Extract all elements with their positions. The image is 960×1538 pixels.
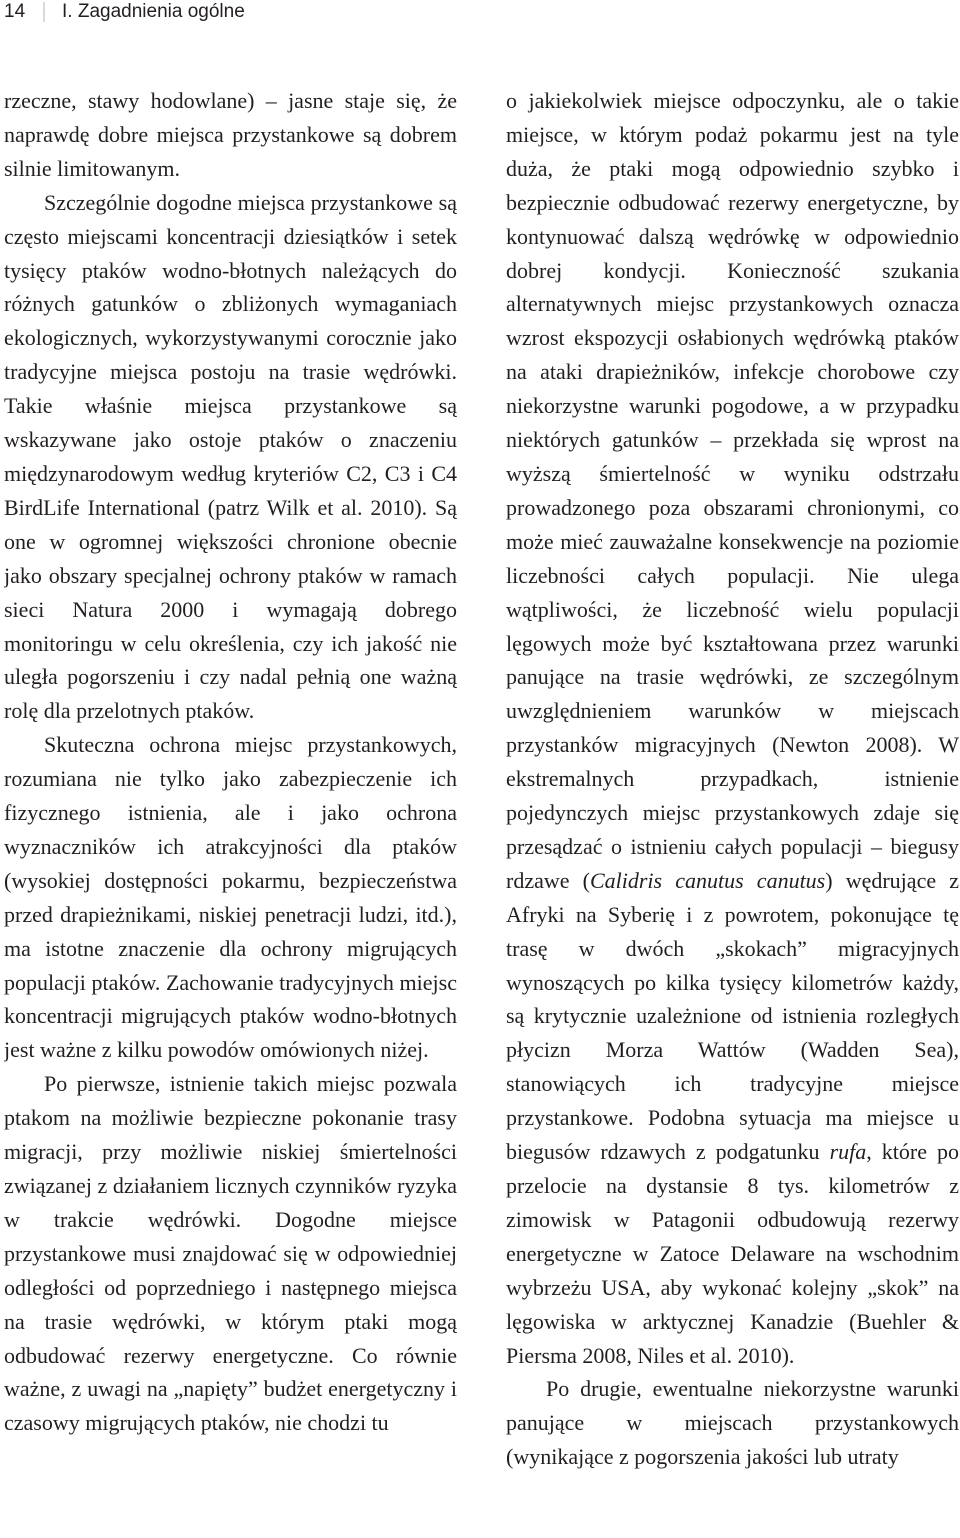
paragraph-continued: rzeczne, stawy hodowlane) – jasne staje się, że naprawdę dobre miejsca przystankowe są dobrem silnie limitowanym. [4,88,457,181]
header-divider [43,2,45,22]
paragraph: Szczególnie dogodne miejsca przystankowe są często miejscami koncentracji dziesiątków i setek tysięcy ptaków wodno-błotnych należących do różnych gatunków o zbliżonych wymaganiach ekologicznych, wykorzystywanymi corocznie jako tradycyjne miejsca postoju na trasie wędrówki. Takie właśnie miejsca przystankowe są wskazywane jako ostoje ptaków o znaczeniu międzynarodowym według kryteriów C2, C3 i C4 BirdLife International (patrz Wilk et al. 2010). Są one w ogromnej większości chronione obecnie jako obszary specjalnej ochrony ptaków w ramach sieci Natura 2000 i wymagają dobrego monitoringu w celu określenia, czy ich jakość nie uległa pogorszeniu i czy nadal pełnią one ważną rolę dla przelotnych ptaków. [4,189,457,724]
subspecies-name-italic: rufa [829,1139,867,1165]
running-title: I. Zagadnienia ogólne [62,1,245,22]
paragraph: Po drugie, ewentualne niekorzystne warunki panujące w miejscach przystankowych (wynikające z pogorszenia jakości lub utraty [506,1376,959,1470]
right-column [506,84,959,1534]
text-run: , które po przelocie na dystansie 8 tys. kilometrów z zimowisk w Patagonii odbudowują rezerwy energetyczne w Zatoce Delaware na wschodnim wybrzeżu USA, aby wykonać kolejny „skok” na lęgowiska w arktycznej Kanadzie (Buehler & Piersma 2008, Niles et al. 2010). [506,1139,959,1368]
page-number: 14 [4,1,26,22]
left-column [4,84,457,1534]
paragraph: Po pierwsze, istnienie takich miejsc pozwala ptakom na możliwie bezpieczne pokonanie trasy migracji, przy możliwie niskiej śmiertelności związanej z działaniem licznych czynników ryzyka w trakcie wędrówki. Dogodne miejsce przystankowe musi znajdować się w odpowiedniej odległości od poprzedniego i następnego miejsca na trasie wędrówki, w którym ptaki mogą odbudować rezerwy energetyczne. Co równie ważne, z uwagi na „napięty” budżet energetyczny i czasowy migrujących ptaków, nie chodzi tu [4,1071,457,1436]
text-run: ) wędrujące z Afryki na Syberię i z powrotem, pokonujące tę trasę w dwóch „skokach” migracyjnych wynoszących po kilka tysięcy kilometrów każdy, są krytycznie uzależnione od istnienia rozległych płycizn Morza Wattów (Wadden Sea), stanowiących ich tradycyjne miejsce przystankowe. Podobna sytuacja ma miejsce u biegusów rdzawych z podgatunku [506,867,959,1165]
paragraph-continued [506,84,959,1372]
page-header [0,0,960,30]
text-run: o jakiekolwiek miejsce odpoczynku, ale o takie miejsce, w którym podaż pokarmu jest na tyle duża, że ptaki mogą odpowiednio szybko i bezpiecznie odbudować rezerwy energetyczne, by kontynuować dalszą wędrówkę w odpowiednio dobrej kondycji. Konieczność szukania alternatywnych miejsc przystankowych oznacza wzrost ekspozycji osłabionych wędrówką ptaków na ataki drapieżników, infekcje chorobowe czy niekorzystne warunki pogodowe, a w przypadku niektórych gatunków – przekłada się wprost na wyższą śmiertelność w wyniku odstrzału prowadzonego poza obszarami chronionymi, co może mieć zauważalne konsekwencje na poziomie liczebności całych populacji. Nie ulega wątpliwości, że liczebność wielu populacji lęgowych może być kształtowana przez warunki panujące na trasie wędrówki, ze szczególnym uwzględnieniem warunków w miejscach przystanków migracyjnych (Newton 2008). W ekstremalnych przypadkach, istnienie pojedynczych miejsc przystankowych zdaje się przesądzać o istnieniu całych populacji – biegusy rdzawe ( [506,88,959,893]
paragraph: Skuteczna ochrona miejsc przystankowych, rozumiana nie tylko jako zabezpieczenie ich fizycznego istnienia, ale i jako ochrona wyznaczników ich atrakcyjności dla ptaków (wysokiej dostępności pokarmu, bezpieczeństwa przed drapieżnikami, niskiej penetracji ludzi, itd.), ma istotne znaczenie dla ochrony migrujących populacji ptaków. Zachowanie tradycyjnych miejsc koncentracji migrujących ptaków wodno-błotnych jest ważne z kilku powodów omówionych niżej. [4,732,457,1063]
species-name-italic: Calidris canutus canutus [589,867,826,893]
